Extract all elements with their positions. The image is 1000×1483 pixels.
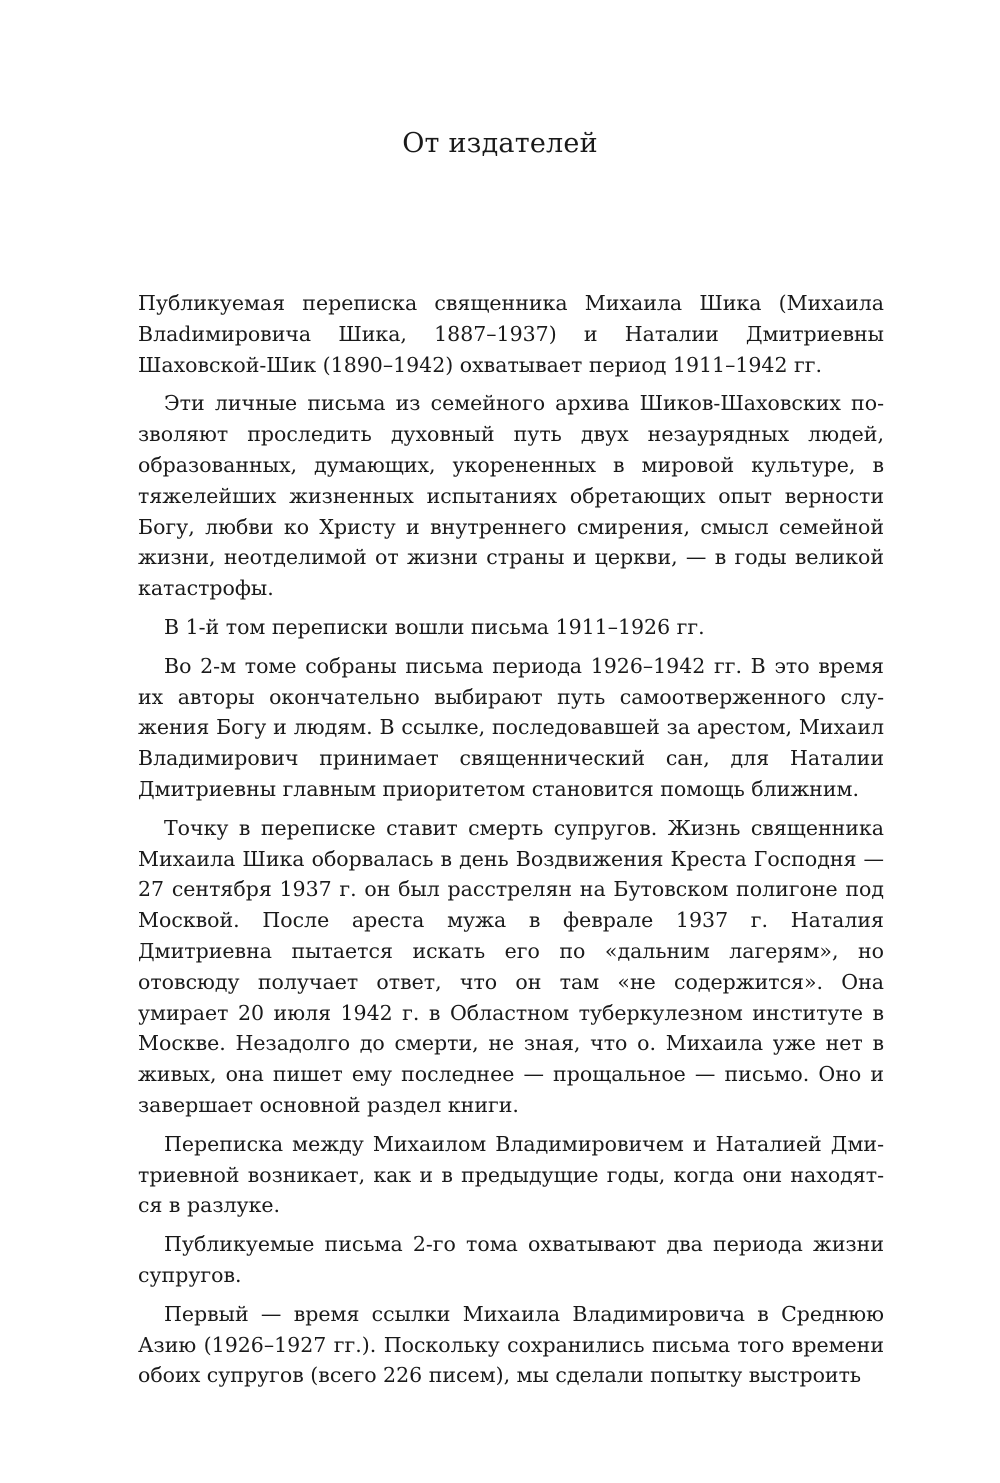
paragraph-8: Первый — время ссылки Михаила Владимировича в Среднюю Азию (1926–1927 гг.). Поскольку сохранились письма того времени обоих супругов (всего 226 писем), мы сделали попытку выстроить [138,1301,884,1388]
paragraph-3: В 1-й том переписки вошли письма 1911–1926 гг. [164,614,705,639]
paragraph-1: Публикуемая переписка священника Михаила Шика (Михаила Влаdимировича Шика, 1887–1937) и Наталии Дмитриевны Шаховской-Шик (1890–1942) охватывает период 1911–1942 гг. [138,291,884,377]
paragraph-6: Переписка между Михаилом Владимировичем и Наталией Дмитриевной возникает, как и в предыдущие годы, когда они находятся в разлуке. [138,1131,884,1218]
body-text [138,288,884,1399]
paragraph-7: Публикуемые письма 2-го тома охватывают два периода жизни супругов. [138,1232,884,1287]
page-title: От издателей [402,128,598,159]
paragraph-5: Точку в переписке ставит смерть супругов. Жизнь священника Михаила Шика оборвалась в день Воздвижения Креста Господня — 27 сентября 1937 г. он был расстрелян на Бутовском полигоне под Москвой. После ареста мужа в феврале 1937 г. Наталия Дмитриевна пытается искать его по «дальним лагерям», но отовсюду получает ответ, что он там «не содержится». Она умирает 20 июля 1942 г. в Областном туберкулезном институте в Москве. Незадолго до смерти, не зная, что о. Михаила уже нет в живых, она пишет ему последнее — прощальное — письмо. Оно и завершает основной раздел книги. [138,815,884,1117]
paragraph-4: Во 2-м томе собраны письма периода 1926–1942 гг. В это время их авторы окончательно выбирают путь самоотверженного служения Богу и людям. В ссылке, последовавшей за арестом, Михаил Владимирович принимает священнический сан, для Наталии Дмитриевны главным приоритетом становится помощь ближним. [138,653,884,801]
paragraph-2: Эти личные письма из семейного архива Шиков-Шаховских позволяют проследить духовный путь двух незаурядных людей, образованных, думающих, укорененных в мировой культуре, в тяжелейших жизненных испытаниях обретающих опыт верности Богу, любви ко Христу и внутреннего смирения, смысл семейной жизни, неотделимой от жизни страны и церкви, — в годы великой катастрофы. [138,391,884,601]
